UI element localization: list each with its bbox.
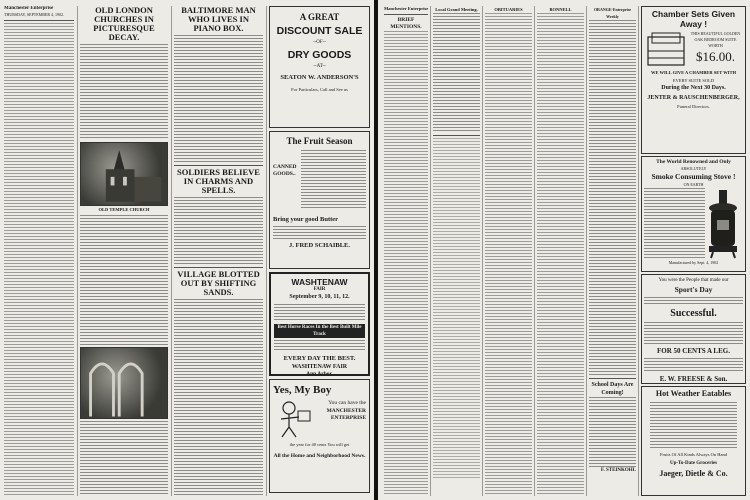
right-column-3 [482, 6, 534, 496]
ad-line: For Particulars, Call and See us [291, 87, 348, 92]
ad-merchant: J. FRED SCHAIBLE. [288, 242, 351, 249]
rule [4, 20, 74, 21]
newspaper-right-page [378, 0, 750, 500]
freese-ad [641, 274, 746, 384]
church-interior-photo [80, 347, 168, 419]
ad-text [644, 358, 743, 372]
ad-line: the year for 40 cents You will get [289, 442, 350, 447]
fruit-season-ad [269, 131, 370, 269]
brief-mentions-head: BRIEF MENTIONS. [390, 17, 422, 30]
boy-illustration [273, 399, 313, 439]
ad-line: THIS BEAUTIFUL GOLDEN OAK BEDROOM SUITE WORTH [690, 31, 741, 48]
subscription-ad [269, 379, 370, 493]
headline-old-london-churches: OLD LONDON CHURCHES IN PICTURESQUE DECAY. [93, 6, 155, 42]
ad-merchant: E. W. FREESE & Son. [659, 375, 728, 383]
ad-line: --AT-- [313, 64, 326, 69]
ad-line: Sport's Day [674, 285, 713, 294]
ad-line: WASHTENAW FAIR [291, 364, 348, 370]
price-list [650, 402, 737, 448]
ad-line: EVERY SUITE SOLD [672, 78, 715, 83]
ad-headline: Chamber Sets Given Away ! [651, 9, 736, 29]
rule [174, 165, 263, 166]
ad-text [274, 304, 365, 322]
ad-line: Ann Arbor. [306, 371, 333, 377]
suite-price: $16.00. [696, 49, 735, 64]
ad-text [644, 322, 743, 344]
article-text [174, 299, 263, 496]
article-text [384, 31, 428, 496]
masthead-date: THURSDAY, SEPTEMBER 4, 1902. [4, 12, 65, 17]
ad-headline: WASHTENAW [291, 277, 348, 287]
ad-line: Fruits Of All Kinds Always On Hand [659, 452, 727, 457]
article-text [589, 397, 636, 467]
school-days-head: School Days Are Coming! [591, 382, 634, 396]
article-text [80, 44, 168, 140]
ad-headline: Smoke Consuming Stove ! [651, 172, 736, 181]
stove-illustration [705, 188, 743, 260]
column-head: OBITUARIES [494, 7, 523, 12]
ad-line: Up-To-Date Groceries [669, 461, 718, 466]
headline-baltimore-man: BALTIMORE MAN WHO LIVES IN PIANO BOX. [181, 6, 256, 33]
church-photo [80, 142, 168, 206]
price-table [433, 138, 480, 478]
rule [433, 135, 480, 136]
masthead: Manchester Enterprise [4, 6, 54, 11]
bedroom-suite-illustration [644, 31, 688, 69]
ad-line: Funeral Directors. [677, 104, 710, 109]
ad-line: FOR 50 CENTS A LEG. [657, 347, 730, 355]
ad-line: ABSOLUTELY [680, 166, 707, 171]
left-column-3 [171, 6, 265, 496]
headline-village-blotted: VILLAGE BLOTTED OUT BY SHIFTING SANDS. [177, 269, 260, 297]
article-text [589, 20, 636, 376]
ad-line: Manufactured by Sept. 4, 1902 [668, 260, 719, 265]
fair-dates: September 9, 10, 11, 12. [289, 294, 350, 300]
ad-merchant: SEATON W. ANDERSON'S [280, 74, 359, 81]
church-illustration [81, 143, 167, 205]
ad-line: All the Home and Neighborhood News. [273, 453, 366, 459]
ad-headline: DISCOUNT SALE [276, 25, 363, 37]
ad-line: --OF-- [312, 40, 327, 45]
headline-soldiers-charms: SOLDIERS BELIEVE IN CHARMS AND SPELLS. [177, 167, 260, 195]
rule [174, 267, 263, 268]
ad-text [644, 188, 705, 260]
article-text [4, 23, 74, 496]
article-text [174, 197, 263, 265]
ad-line: The World Renowned and Only [656, 159, 731, 165]
ad-merchant: Jaeger, Dietle & Co. [659, 469, 728, 478]
article-text [433, 13, 480, 133]
column-head: BONNELL [549, 7, 572, 12]
ad-line: ON EARTH [683, 182, 704, 187]
ad-line: You were the People that made our [658, 278, 729, 283]
ad-line: EVERY DAY THE BEST. [283, 355, 356, 362]
newspaper-left-page [0, 0, 374, 500]
article-text [537, 13, 584, 496]
ad-text [273, 226, 366, 240]
ad-line: MANCHESTER ENTERPRISE [326, 408, 366, 421]
washtenaw-fair-ad [269, 272, 370, 376]
rule [384, 14, 428, 15]
ad-line: FAIR [313, 287, 326, 292]
left-column-ads [266, 6, 372, 496]
ad-headline: Yes, My Boy [273, 384, 332, 396]
dietle-ad [641, 386, 746, 496]
rule [589, 378, 636, 379]
anderson-sale-ad [269, 6, 370, 128]
left-column-2 [77, 6, 170, 496]
chamber-sets-ad [641, 6, 746, 154]
article-text [485, 13, 532, 496]
ad-headline: Hot Weather Eatables [655, 389, 732, 398]
right-column-5 [586, 6, 638, 496]
photo-caption: OLD TEMPLE CHURCH [98, 207, 150, 212]
ad-headline: DRY GOODS [287, 49, 352, 61]
signature: F. STEINKOHL [600, 468, 636, 473]
article-text [80, 215, 168, 345]
ad-line: A GREAT [299, 12, 340, 22]
right-column-2 [430, 6, 482, 496]
masthead: Manchester Enterprise [384, 6, 428, 11]
right-column-4 [534, 6, 586, 496]
ad-line: Bring your good Butter [273, 216, 339, 223]
article-text [174, 35, 263, 163]
ad-text [644, 297, 743, 305]
ad-headline: Successful. [670, 308, 717, 319]
right-column-ads [638, 6, 748, 496]
interior-illustration [81, 348, 167, 418]
column-head: ORANGE-Enterprise Weekly [593, 7, 632, 19]
ad-text [301, 150, 366, 210]
ad-text [274, 340, 365, 352]
article-text [80, 421, 168, 496]
column-head: Local Grand Meeting. [435, 7, 478, 12]
ad-line: WE WILL GIVE A CHAMBER SET WITH [650, 70, 737, 75]
left-column-1 [2, 6, 76, 496]
ad-merchant: JENTER & RAUSCHENBERGER, [647, 95, 740, 101]
ad-line: During the Next 30 Days. [661, 85, 726, 91]
right-column-1 [382, 6, 430, 496]
stove-ad [641, 156, 746, 272]
ad-line: Best Horse Races In the Best Built Mile Track [274, 324, 365, 338]
ad-headline: The Fruit Season [286, 136, 353, 146]
ad-line: You can have the [328, 400, 366, 406]
canned-goods-label: CANNED GOODS.. [273, 164, 297, 177]
